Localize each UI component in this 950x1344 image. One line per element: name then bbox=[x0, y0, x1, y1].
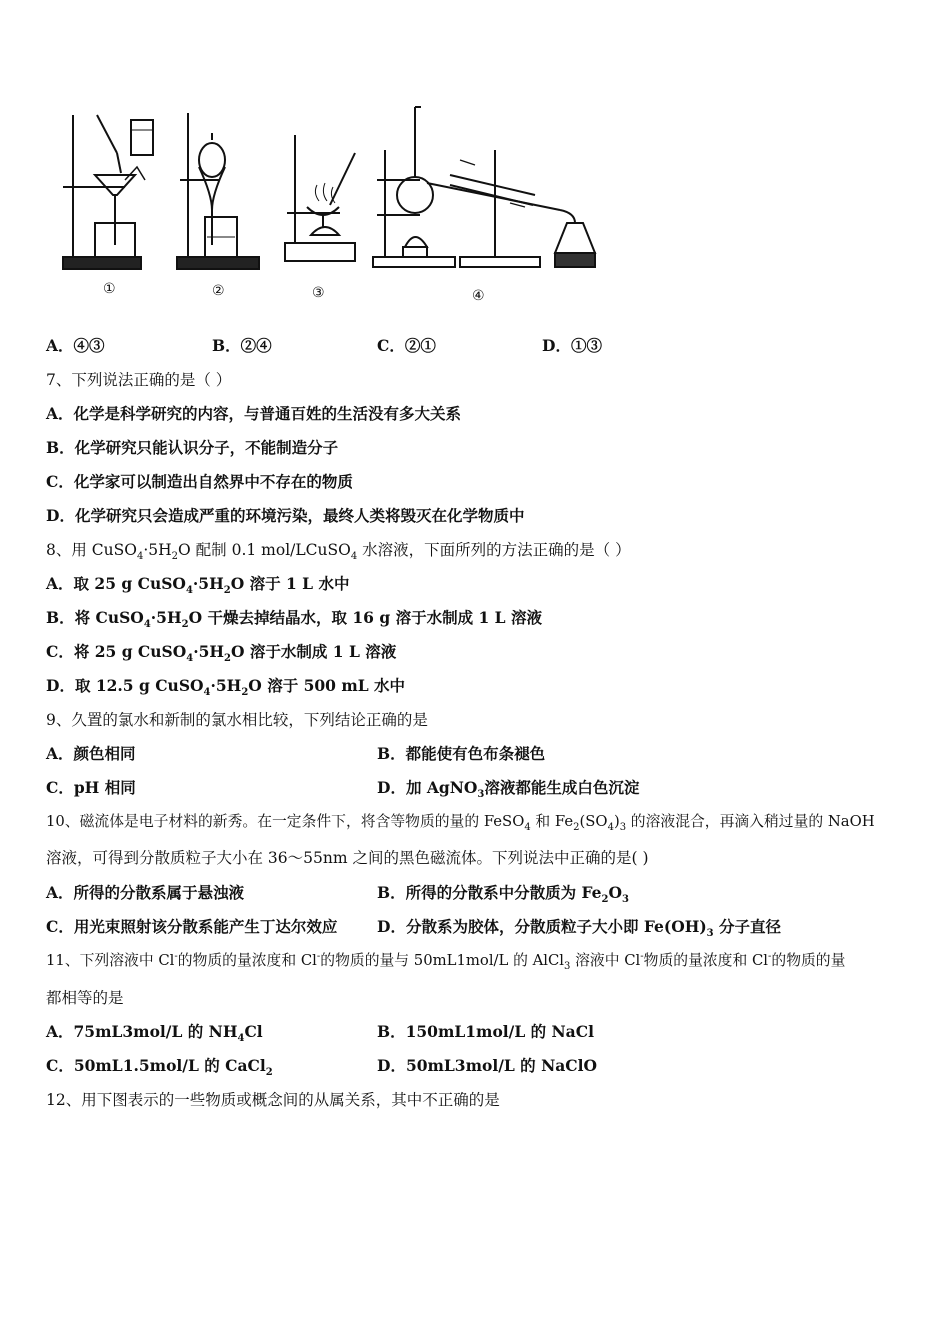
figure-label-4: ④ bbox=[472, 288, 485, 304]
q6-option-a: A．④③ bbox=[46, 336, 105, 355]
q10-stem-line2: 溶液，可得到分散质粒子大小在 36～55nm 之间的黑色磁流体。下列说法中正确的是( ) bbox=[46, 849, 649, 867]
distillation-apparatus-icon bbox=[373, 107, 595, 267]
q11-option-a: A．75mL3mol/L 的 $NH_4Cl$ bbox=[46, 1022, 263, 1045]
q10-stem-line1: 10、磁流体是电子材料的新秀。在一定条件下，将含等物质的量的 FeSO$_4$ 和 $Fe_2(SO_4)_3$ 的溶液混合，再滴入稍过量的 NaOH bbox=[46, 813, 875, 833]
q6-option-b: B．②④ bbox=[212, 336, 272, 355]
q11-option-b: B．150mL1mol/L 的 NaCl bbox=[377, 1022, 594, 1041]
q9-option-c: C．pH 相同 bbox=[46, 778, 136, 797]
q11-option-d: D．50mL3mol/L 的 NaClO bbox=[377, 1056, 598, 1075]
figure-label-2: ② bbox=[212, 283, 225, 299]
evaporation-apparatus-icon bbox=[285, 135, 355, 261]
q9-option-d: D．加 AgNO$_3$溶液都能生成白色沉淀 bbox=[377, 778, 640, 801]
q8-stem: 8、用 $CuSO_4\cdot 5H_2O$ 配制 0.1 mol/LCuSO$_4$ 水溶液，下面所列的方法正确的是（ ） bbox=[46, 541, 631, 563]
q7-option-d: D．化学研究只会造成严重的环境污染，最终人类将毁灭在化学物质中 bbox=[46, 506, 525, 525]
q7-option-a: A．化学是科学研究的内容，与普通百姓的生活没有多大关系 bbox=[46, 404, 462, 423]
apparatus-figure bbox=[55, 95, 615, 310]
separatory-funnel-icon bbox=[177, 113, 259, 269]
q8-option-b: B．将 $CuSO_4\cdot 5H_2O$ 干燥去掉结晶水，取 16 g 溶于水制成 1 L 溶液 bbox=[46, 608, 542, 631]
q12-stem: 12、用下图表示的一些物质或概念间的从属关系，其中不正确的是 bbox=[46, 1091, 500, 1109]
q8-option-a: A．取 25 g $CuSO_4\cdot 5H_2O$ 溶于 1 L 水中 bbox=[46, 574, 350, 597]
q7-stem: 7、下列说法正确的是（ ） bbox=[46, 371, 232, 389]
q11-stem-line2: 都相等的是 bbox=[46, 989, 124, 1007]
q9-option-a: A．颜色相同 bbox=[46, 744, 136, 763]
q10-option-c: C．用光束照射该分散系能产生丁达尔效应 bbox=[46, 917, 338, 936]
q11-stem-line1: 11、下列溶液中 Cl-的物质的量浓度和 Cl-的物质的量与 50mL1mol/L 的 AlCl$_3$ 溶液中 Cl-物质的量浓度和 Cl-的物质的量 bbox=[46, 951, 846, 972]
q9-stem: 9、久置的氯水和新制的氯水相比较，下列结论正确的是 bbox=[46, 711, 428, 729]
q8-option-d: D．取 12.5 g $CuSO_4\cdot 5H_2O$ 溶于 500 mL 水中 bbox=[46, 676, 406, 699]
q10-option-d: D．分散系为胶体，分散质粒子大小即 $Fe(OH)_3$ 分子直径 bbox=[377, 917, 782, 940]
q11-option-c: C．50mL1.5mol/L 的 CaCl$_2$ bbox=[46, 1056, 273, 1079]
q7-option-b: B．化学研究只能认识分子，不能制造分子 bbox=[46, 438, 339, 457]
q10-option-a: A．所得的分散系属于悬浊液 bbox=[46, 883, 245, 902]
q6-option-c: C．②① bbox=[377, 336, 436, 355]
q6-option-d: D．①③ bbox=[542, 336, 602, 355]
q10-option-b: B．所得的分散系中分散质为 $Fe_2O_3$ bbox=[377, 883, 629, 906]
figure-label-1: ① bbox=[103, 281, 116, 297]
filtration-apparatus-icon bbox=[63, 115, 153, 269]
q7-option-c: C．化学家可以制造出自然界中不存在的物质 bbox=[46, 472, 353, 491]
q9-option-b: B．都能使有色布条褪色 bbox=[377, 744, 546, 763]
q8-option-c: C．将 25 g $CuSO_4\cdot 5H_2O$ 溶于水制成 1 L 溶液 bbox=[46, 642, 397, 665]
figure-label-3: ③ bbox=[312, 285, 325, 301]
